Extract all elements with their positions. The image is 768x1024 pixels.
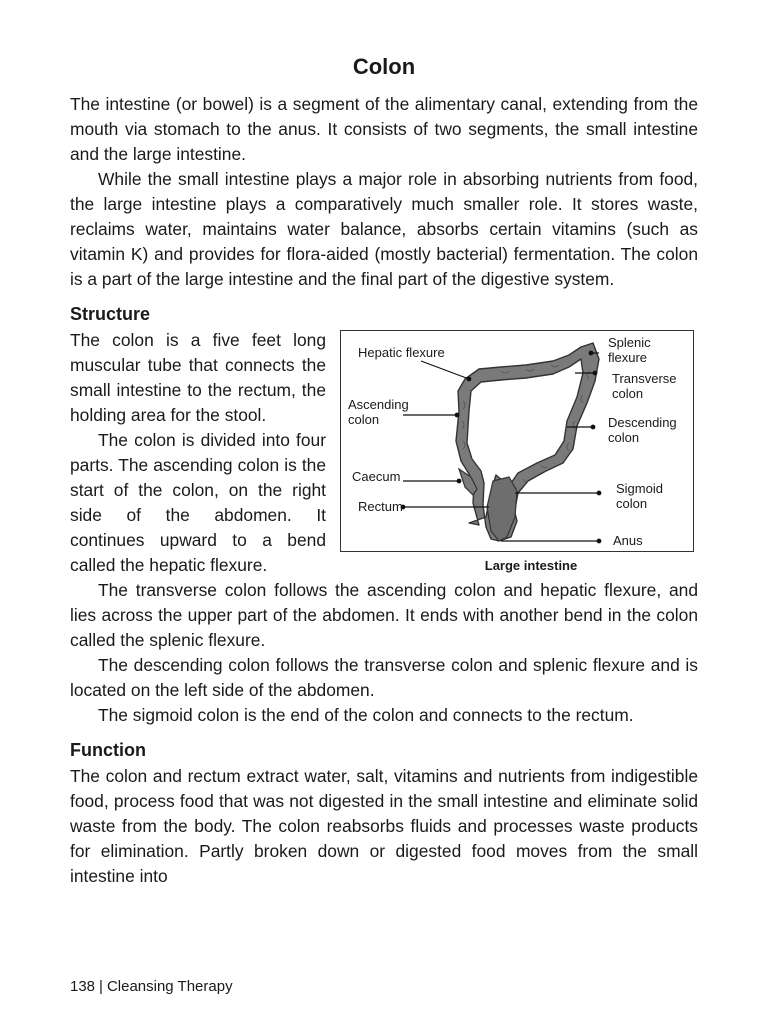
label-ascending-1: Ascending	[348, 397, 409, 412]
label-anus: Anus	[613, 533, 643, 548]
label-transverse-1: Transverse	[612, 371, 677, 386]
label-caecum: Caecum	[352, 469, 401, 484]
label-descending-2: colon	[608, 430, 640, 445]
structure-paragraph-1: The colon is a five feet long muscular tube that connects the small intestine to the rectum, the holding area for the stool.	[70, 330, 326, 425]
label-splenic-1: Splenic	[608, 335, 651, 350]
structure-paragraph-4: The descending colon follows the transverse colon and splenic flexure and is located on the left side of the abdomen.	[70, 655, 698, 700]
label-sigmoid-1: Sigmoid	[616, 481, 663, 496]
figure-frame	[340, 330, 694, 552]
structure-paragraph-5: The sigmoid colon is the end of the colon and connects to the rectum.	[98, 705, 634, 725]
page-number: 138	[70, 978, 96, 995]
leader-hepatic	[421, 361, 469, 379]
label-descending-1: Descending	[608, 415, 677, 430]
figure-caption: Large intestine	[484, 558, 578, 573]
book-title: Cleansing Therapy	[106, 978, 233, 995]
label-ascending-2: colon	[348, 412, 380, 427]
footer-separator: |	[99, 978, 103, 995]
label-transverse-2: colon	[612, 386, 644, 401]
intro-paragraph-2: While the small intestine plays a major role in absorbing nutrients from food, the large intestine plays a comparatively much smaller role. It stores waste, reclaims water, maintains water balance, absorbs certain vitamins (such as vitamin K) and provides for flora-aided (mostly bacterial) fermentation. The colon is a part of the large intestine and the final part of the digestive system.	[70, 169, 698, 289]
intro-paragraph-1: The intestine (or bowel) is a segment of the alimentary canal, extending from the mouth via stomach to the anus. It consists of two segments, the small intestine and the large intestine.	[70, 94, 698, 164]
label-splenic-2: flexure	[608, 350, 648, 365]
label-sigmoid-2: colon	[616, 496, 648, 511]
page-title: Colon	[352, 54, 416, 79]
function-heading: Function	[70, 740, 146, 760]
structure-paragraph-2: The colon is divided into four parts. The ascending colon is the start of the colon, on the right side of the abdomen. It continues upward to a bend called the hepatic flexure.	[70, 430, 326, 575]
function-paragraph-1: The colon and rectum extract water, salt, vitamins and nutrients from indigestible food, process food that was not digested in the small intestine and eliminate solid waste from the body. The colon reabsorbs fluids and processes waste products for elimination. Partly broken down or digested food moves from the small intestine into	[70, 766, 698, 886]
page-footer	[70, 978, 233, 996]
large-intestine-figure	[340, 330, 698, 574]
page-content	[70, 52, 698, 889]
structure-paragraph-3: The transverse colon follows the ascending colon and hepatic flexure, and lies across the upper part of the abdomen. It ends with another bend in the colon called the splenic flexure.	[70, 580, 698, 650]
label-rectum: Rectum	[358, 499, 403, 514]
structure-heading: Structure	[70, 304, 151, 324]
label-hepatic-flexure: Hepatic flexure	[358, 345, 445, 360]
